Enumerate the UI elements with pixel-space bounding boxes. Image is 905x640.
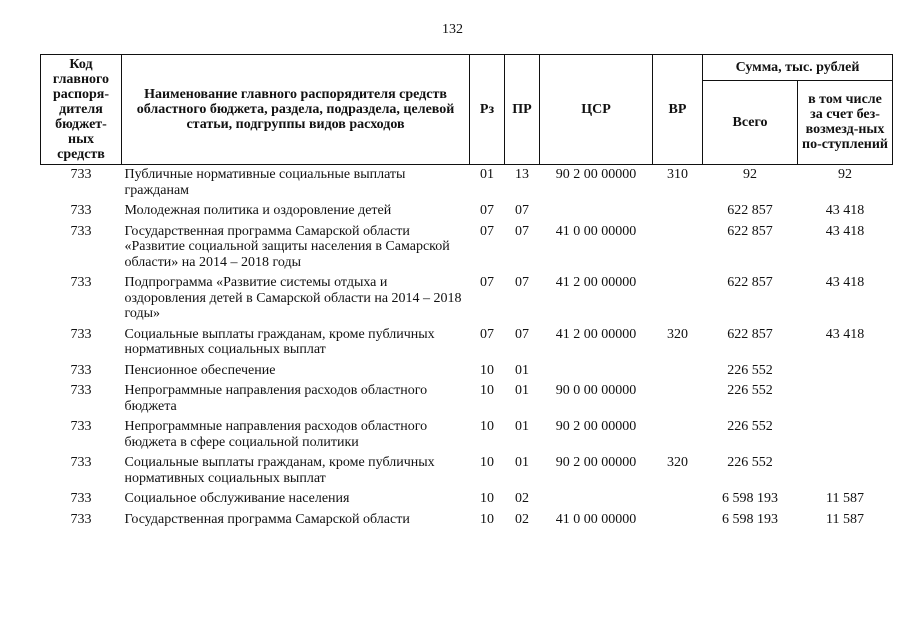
cell-code: 733 bbox=[70, 275, 92, 290]
cell-rz: 07 bbox=[480, 203, 494, 218]
cell-total: 226 552 bbox=[727, 419, 773, 434]
cell-code: 733 bbox=[70, 383, 92, 398]
table-row bbox=[41, 512, 893, 533]
cell-total: 6 598 193 bbox=[722, 511, 778, 527]
cell-total: 622 857 bbox=[727, 203, 773, 218]
cell-name: Государственная программа Самарской области bbox=[124, 511, 410, 527]
table-row bbox=[41, 224, 893, 276]
cell-vr bbox=[653, 224, 703, 276]
table-body bbox=[41, 165, 893, 533]
header-csr: ЦСР bbox=[540, 55, 653, 165]
cell-pr: 02 bbox=[515, 511, 529, 527]
cell-rz: 10 bbox=[480, 511, 494, 527]
table-row bbox=[41, 419, 893, 455]
cell-code: 733 bbox=[70, 491, 92, 506]
cell-csr: 41 0 00 00000 bbox=[555, 223, 637, 239]
cell-vr bbox=[653, 383, 703, 419]
cell-csr: 90 2 00 00000 bbox=[555, 419, 637, 434]
table-row bbox=[41, 363, 893, 384]
cell-rz: 07 bbox=[480, 223, 494, 239]
cell-csr: 41 2 00 00000 bbox=[555, 326, 637, 342]
cell-incl bbox=[798, 455, 893, 491]
cell-csr bbox=[540, 203, 653, 224]
cell-vr bbox=[653, 512, 703, 533]
cell-incl bbox=[798, 419, 893, 455]
cell-pr: 07 bbox=[515, 326, 529, 342]
cell-incl: 43 418 bbox=[825, 275, 865, 290]
cell-incl: 11 587 bbox=[826, 491, 864, 506]
cell-name: Социальные выплаты гражданам, кроме публичных нормативных социальных выплат bbox=[124, 326, 435, 357]
cell-pr: 01 bbox=[515, 455, 529, 470]
cell-rz: 07 bbox=[480, 275, 494, 290]
cell-rz: 10 bbox=[480, 362, 494, 378]
cell-total: 226 552 bbox=[727, 362, 773, 378]
cell-name: Социальные выплаты гражданам, кроме публичных нормативных социальных выплат bbox=[124, 455, 435, 486]
cell-pr: 07 bbox=[515, 203, 529, 218]
cell-rz: 01 bbox=[480, 167, 494, 182]
cell-vr bbox=[653, 419, 703, 455]
cell-vr bbox=[653, 275, 703, 327]
cell-total: 622 857 bbox=[727, 275, 773, 290]
cell-incl: 92 bbox=[838, 167, 852, 182]
cell-vr: 320 bbox=[667, 455, 688, 470]
cell-name: Непрограммные направления расходов областного бюджета bbox=[124, 383, 428, 414]
cell-incl bbox=[798, 383, 893, 419]
cell-csr: 90 2 00 00000 bbox=[555, 455, 637, 470]
page-number: 132 bbox=[442, 22, 463, 37]
cell-vr: 310 bbox=[667, 167, 688, 182]
cell-code: 733 bbox=[70, 167, 92, 182]
cell-csr: 90 2 00 00000 bbox=[555, 167, 637, 182]
cell-incl: 11 587 bbox=[826, 511, 864, 527]
cell-csr: 90 0 00 00000 bbox=[555, 383, 637, 398]
header-sum: Сумма, тыс. рублей bbox=[703, 55, 893, 81]
cell-name: Социальное обслуживание населения bbox=[124, 491, 350, 506]
header-name: Наименование главного распорядителя средств областного бюджета, раздела, подраздела, целевой статьи, подгруппы видов расходов bbox=[122, 55, 470, 165]
cell-name: Молодежная политика и оздоровление детей bbox=[124, 203, 392, 218]
cell-csr: 41 0 00 00000 bbox=[555, 511, 637, 527]
cell-name: Государственная программа Самарской области «Развитие социальной защиты населения в Самарской области» на 2014 – 2018 годы bbox=[124, 223, 450, 270]
cell-code: 733 bbox=[70, 362, 92, 378]
cell-pr: 01 bbox=[515, 383, 529, 398]
table-row bbox=[41, 455, 893, 491]
cell-total: 226 552 bbox=[727, 455, 773, 470]
cell-name: Непрограммные направления расходов областного бюджета в сфере социальной политики bbox=[124, 419, 428, 450]
cell-pr: 07 bbox=[515, 275, 529, 290]
cell-total: 622 857 bbox=[727, 223, 773, 239]
cell-code: 733 bbox=[70, 326, 92, 342]
cell-rz: 10 bbox=[480, 491, 494, 506]
header-total: Всего bbox=[703, 80, 798, 164]
cell-vr: 320 bbox=[667, 326, 688, 342]
table-row bbox=[41, 203, 893, 224]
cell-incl bbox=[798, 363, 893, 384]
cell-vr bbox=[653, 363, 703, 384]
cell-code: 733 bbox=[70, 223, 92, 239]
cell-total: 92 bbox=[743, 167, 757, 182]
header-rz: Рз bbox=[470, 55, 505, 165]
table-row bbox=[41, 491, 893, 512]
cell-rz: 10 bbox=[480, 383, 494, 398]
header-pr: ПР bbox=[505, 55, 540, 165]
cell-code: 733 bbox=[70, 511, 92, 527]
cell-vr bbox=[653, 491, 703, 512]
cell-incl: 43 418 bbox=[825, 326, 865, 342]
cell-code: 733 bbox=[70, 419, 92, 434]
cell-incl: 43 418 bbox=[825, 223, 865, 239]
cell-name: Подпрограмма «Развитие системы отдыха и оздоровления детей в Самарской области на 2014 – 2018 годы» bbox=[124, 275, 462, 321]
cell-rz: 07 bbox=[480, 326, 494, 342]
cell-vr bbox=[653, 203, 703, 224]
cell-total: 622 857 bbox=[727, 326, 773, 342]
cell-code: 733 bbox=[70, 203, 92, 218]
table-row bbox=[41, 275, 893, 327]
cell-pr: 13 bbox=[515, 167, 529, 182]
table-row bbox=[41, 383, 893, 419]
cell-total: 226 552 bbox=[727, 383, 773, 398]
cell-rz: 10 bbox=[480, 419, 494, 434]
cell-name: Пенсионное обеспечение bbox=[124, 362, 276, 378]
cell-rz: 10 bbox=[480, 455, 494, 470]
cell-pr: 02 bbox=[515, 491, 529, 506]
header-code: Код главного распоря-дителя бюджет-ных средств bbox=[41, 55, 122, 165]
cell-pr: 07 bbox=[515, 223, 529, 239]
header-incl: в том числе за счет без-возмезд-ных по-ступлений bbox=[798, 80, 893, 164]
cell-code: 733 bbox=[70, 455, 92, 470]
cell-incl: 43 418 bbox=[825, 203, 865, 218]
cell-name: Публичные нормативные социальные выплаты гражданам bbox=[124, 167, 406, 198]
cell-csr: 41 2 00 00000 bbox=[555, 275, 637, 290]
budget-table bbox=[40, 54, 893, 532]
cell-pr: 01 bbox=[515, 419, 529, 434]
table-row bbox=[41, 165, 893, 204]
table-row bbox=[41, 327, 893, 363]
cell-csr bbox=[540, 363, 653, 384]
cell-csr bbox=[540, 491, 653, 512]
header-vr: ВР bbox=[653, 55, 703, 165]
cell-total: 6 598 193 bbox=[722, 491, 778, 506]
cell-pr: 01 bbox=[515, 362, 529, 378]
